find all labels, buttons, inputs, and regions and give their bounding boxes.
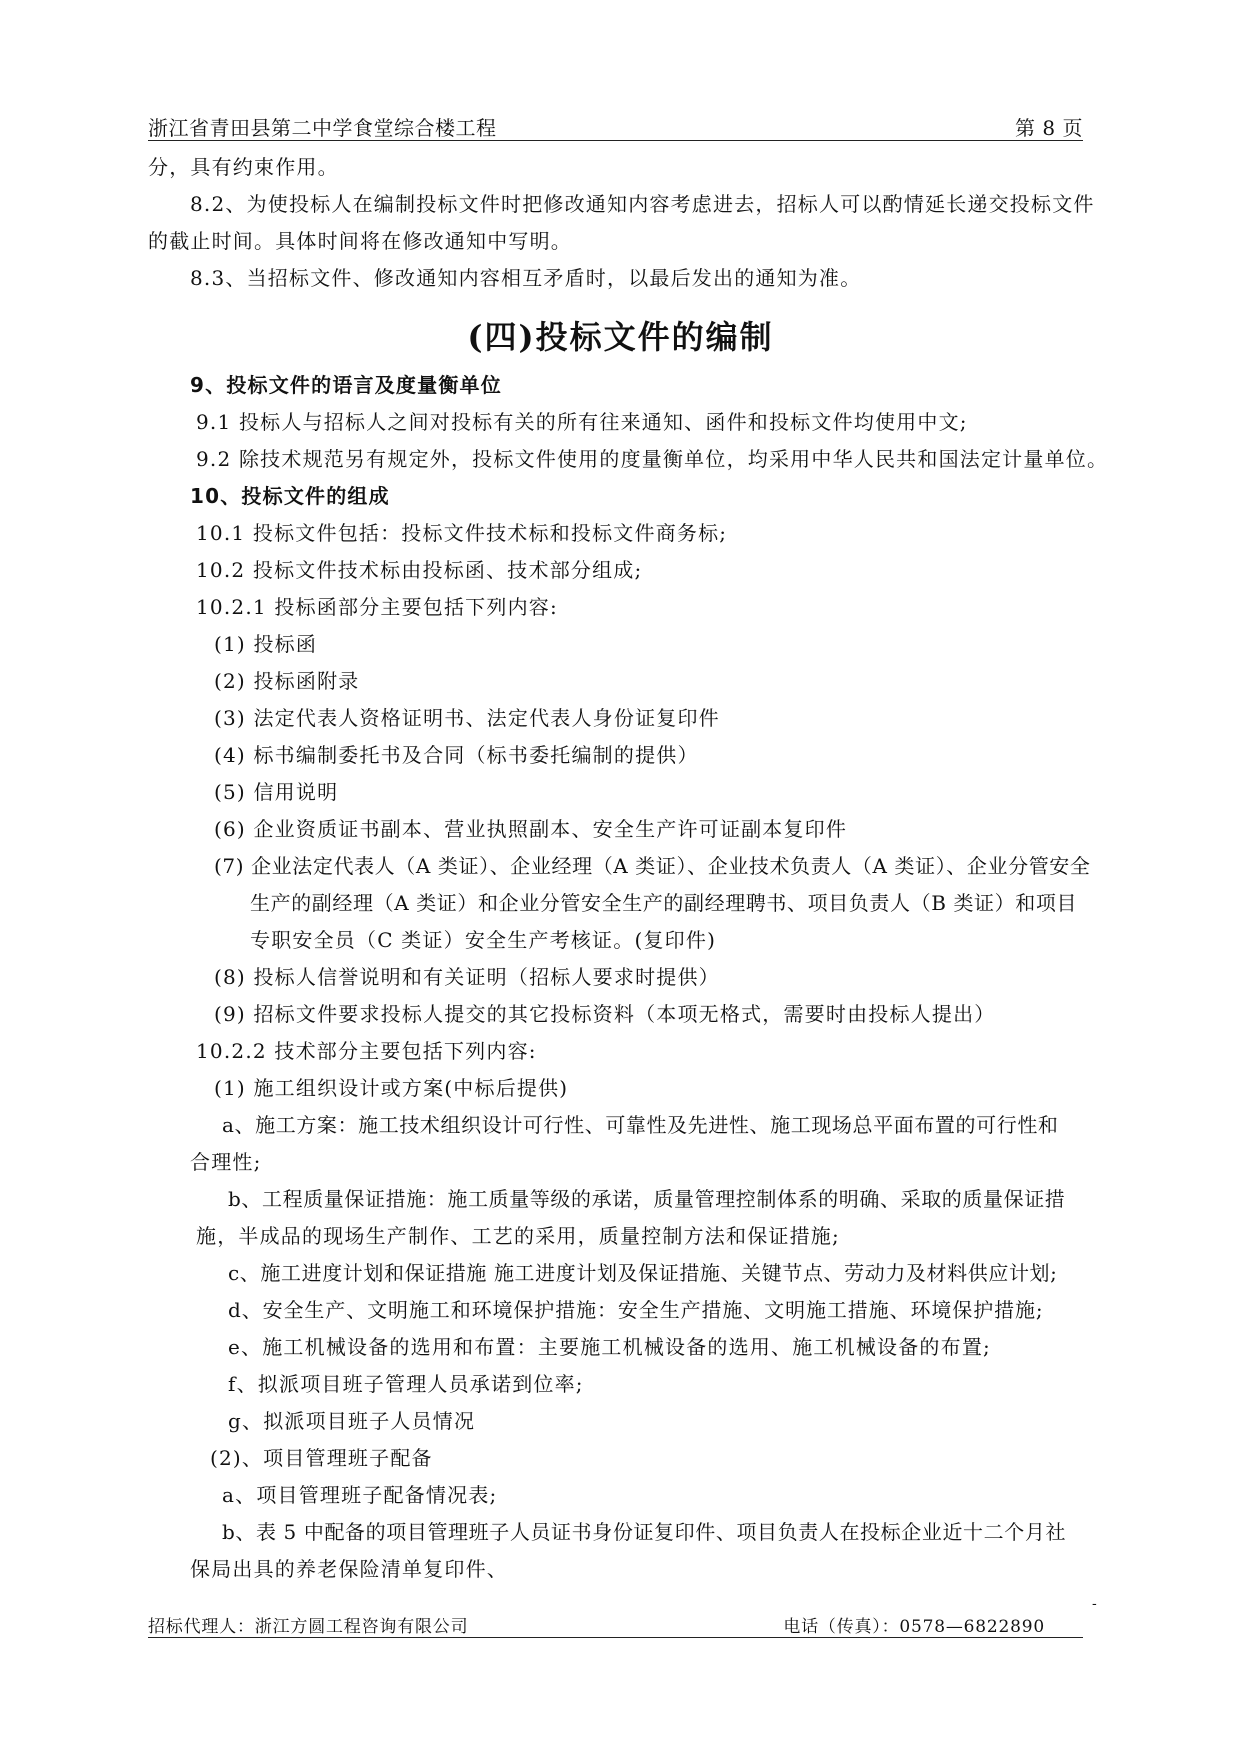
subsection-heading: 9、投标文件的语言及度量衡单位 <box>190 373 502 397</box>
paragraph-line: 9.2 除技术规范另有规定外，投标文件使用的度量衡单位，均采用中华人民共和国法定计量单位。 <box>196 447 1109 471</box>
list-item: g、拟派项目班子人员情况 <box>228 1409 476 1433</box>
list-item: (9) 招标文件要求投标人提交的其它投标资料（本项无格式，需要时由投标人提出） <box>214 1002 996 1026</box>
subsection-heading: 10、投标文件的组成 <box>190 484 390 508</box>
phone-fax: 电话（传真）：0578—6822890 <box>783 1617 1045 1637</box>
paragraph-line: 10.2 投标文件技术标由投标函、技术部分组成; <box>196 558 643 582</box>
list-item: (6) 企业资质证书副本、营业执照副本、安全生产许可证副本复印件 <box>214 817 848 841</box>
list-item: b、工程质量保证措施：施工质量等级的承诺，质量管理控制体系的明确、采取的质量保证措 <box>228 1187 1066 1211</box>
footer-mark: - <box>1092 1596 1097 1612</box>
paragraph-line: 10.2.2 技术部分主要包括下列内容: <box>196 1039 537 1063</box>
page-number: 第 8 页 <box>1015 116 1083 140</box>
paragraph-line: 9.1 投标人与招标人之间对投标有关的所有往来通知、函件和投标文件均使用中文; <box>196 410 968 434</box>
list-item: (5) 信用说明 <box>214 780 339 804</box>
list-item-continuation: 生产的副经理（A 类证）和企业分管安全生产的副经理聘书、项目负责人（B 类证）和项目 <box>250 891 1078 915</box>
list-item: (3) 法定代表人资格证明书、法定代表人身份证复印件 <box>214 706 720 730</box>
list-item: (1) 施工组织设计或方案(中标后提供) <box>214 1076 569 1100</box>
section-heading: (四)投标文件的编制 <box>467 318 774 356</box>
paragraph-line: 8.2、为使投标人在编制投标文件时把修改通知内容考虑进去，招标人可以酌情延长递交投标文件 <box>190 192 1095 216</box>
list-item: (4) 标书编制委托书及合同（标书委托编制的提供） <box>214 743 699 767</box>
list-item: (8) 投标人信誉说明和有关证明（招标人要求时提供） <box>214 965 720 989</box>
list-item: d、安全生产、文明施工和环境保护措施：安全生产措施、文明施工措施、环境保护措施; <box>228 1298 1044 1322</box>
list-item-continuation: 保局出具的养老保险清单复印件、 <box>190 1557 508 1581</box>
list-item-continuation: 专职安全员（C 类证）安全生产考核证。(复印件) <box>250 928 717 952</box>
list-item: b、表 5 中配备的项目管理班子人员证书身份证复印件、项目负责人在投标企业近十二个月社 <box>222 1520 1067 1544</box>
list-item-continuation: 施，半成品的现场生产制作、工艺的采用，质量控制方法和保证措施; <box>196 1224 840 1248</box>
list-item: a、施工方案：施工技术组织设计可行性、可靠性及先进性、施工现场总平面布置的可行性和 <box>222 1113 1059 1137</box>
paragraph-line: 分，具有约束作用。 <box>148 155 339 179</box>
list-item-continuation: 合理性; <box>190 1150 262 1174</box>
paragraph-line: 8.3、当招标文件、修改通知内容相互矛盾时，以最后发出的通知为准。 <box>190 266 862 290</box>
list-item: (1) 投标函 <box>214 632 318 656</box>
page-header <box>148 112 1083 142</box>
tender-agent: 招标代理人：浙江方圆工程咨询有限公司 <box>148 1617 469 1637</box>
footer-divider <box>148 1637 1083 1638</box>
paragraph-line: 的截止时间。具体时间将在修改通知中写明。 <box>148 229 572 253</box>
list-item: e、施工机械设备的选用和布置：主要施工机械设备的选用、施工机械设备的布置; <box>228 1335 991 1359</box>
list-item: f、拟派项目班子管理人员承诺到位率; <box>228 1372 584 1396</box>
list-item: a、项目管理班子配备情况表; <box>222 1483 498 1507</box>
header-divider <box>148 140 1083 141</box>
list-item: (7) 企业法定代表人（A 类证）、企业经理（A 类证）、企业技术负责人（A 类证）、企业分管安全 <box>214 854 1091 878</box>
list-item: c、施工进度计划和保证措施 施工进度计划及保证措施、关键节点、劳动力及材料供应计划; <box>228 1261 1058 1285</box>
list-item: (2) 投标函附录 <box>214 669 360 693</box>
paragraph-line: 10.2.1 投标函部分主要包括下列内容: <box>196 595 558 619</box>
list-item: (2)、项目管理班子配备 <box>210 1446 433 1470</box>
paragraph-line: 10.1 投标文件包括：投标文件技术标和投标文件商务标; <box>196 521 728 545</box>
project-title: 浙江省青田县第二中学食堂综合楼工程 <box>148 116 497 140</box>
